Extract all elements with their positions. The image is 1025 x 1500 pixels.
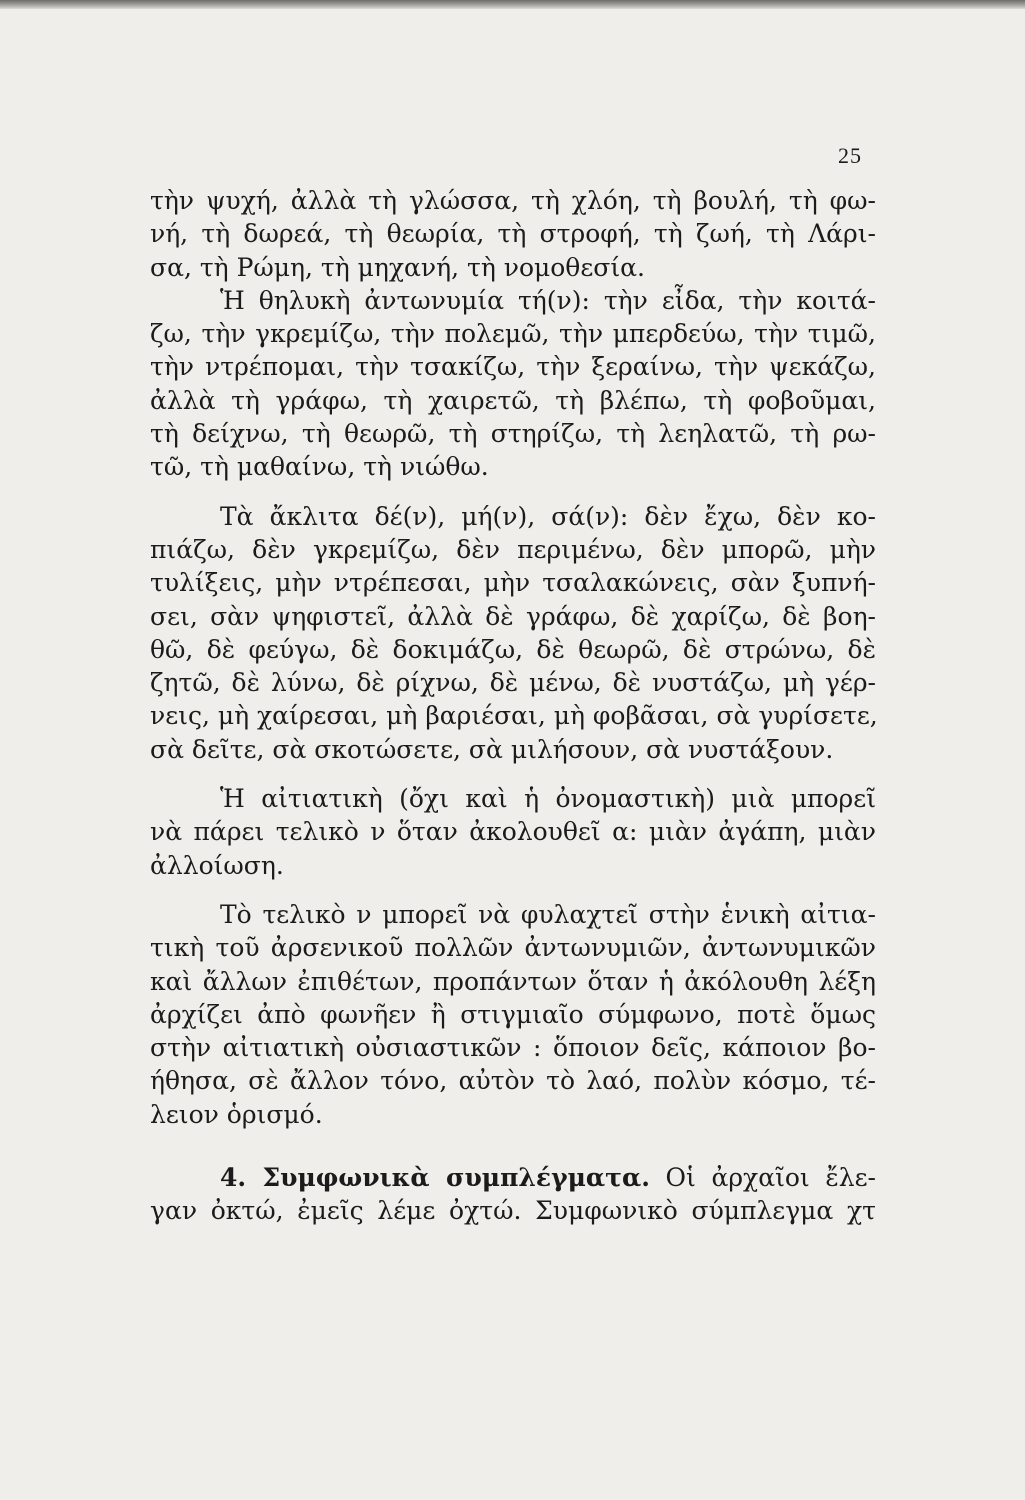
- section-text: Οἱ ἀρχαῖοι ἔλε-: [665, 1163, 877, 1193]
- paragraph-5: [150, 898, 876, 1131]
- text-line: ἀλλὰ τὴ γράφω, τὴ χαιρετῶ, τὴ βλέπω, τὴ φοβοῦμαι,: [150, 385, 876, 415]
- text-line: σει, σὰν ψηφιστεῖ, ἀλλὰ δὲ γράφω, δὲ χαρίζω, δὲ βοη-: [150, 601, 876, 631]
- text-line: Ἡ θηλυκὴ ἀντωνυμία τή(ν): τὴν εἶδα, τὴν κοιτά-: [220, 285, 876, 315]
- text-line: καὶ ἄλλων ἐπιθέτων, προπάντων ὅταν ἡ ἀκόλουθη λέξη: [150, 966, 876, 996]
- text-line: σα, τὴ Ρώμη, τὴ μηχανή, τὴ νομοθεσία.: [150, 252, 646, 282]
- body-text: [150, 184, 876, 1228]
- text-line: λειον ὁρισμό.: [150, 1099, 323, 1129]
- section-gap: [150, 1131, 876, 1161]
- text-line: στὴν αἰτιατικὴ οὐσιαστικῶν : ὅποιον δεῖς, κάποιον βο-: [150, 1033, 876, 1063]
- section-4: [150, 1161, 876, 1228]
- paragraph-1: [150, 184, 876, 284]
- text-line: τῶ, τὴ μαθαίνω, τὴ νιώθω.: [150, 452, 489, 482]
- text-line: ἀλλοίωση.: [150, 850, 284, 880]
- page-top-edge: [0, 0, 1025, 9]
- text-line: ἀρχίζει ἀπὸ φωνῆεν ἢ στιγμιαῖο σύμφωνο, ποτὲ ὅμως: [150, 999, 876, 1029]
- text-line: Ἡ αἰτιατικὴ (ὄχι καὶ ἡ ὀνομαστικὴ) μιὰ μπορεῖ: [220, 784, 876, 814]
- text-line: νή, τὴ δωρεά, τὴ θεωρία, τὴ στροφή, τὴ ζωή, τὴ Λάρι-: [150, 219, 876, 249]
- text-line: νεις, μὴ χαίρεσαι, μὴ βαριέσαι, μὴ φοβᾶσαι, σὰ γυρίσετε,: [150, 701, 878, 731]
- page-number: 25: [838, 143, 862, 168]
- text-line: Τὸ τελικὸ ν μπορεῖ νὰ φυλαχτεῖ στὴν ἑνικὴ αἰτια-: [220, 899, 876, 929]
- text-line: τὴ δείχνω, τὴ θεωρῶ, τὴ στηρίζω, τὴ λεηλατῶ, τὴ ρω-: [150, 419, 876, 449]
- text-line: τὴν ψυχή, ἀλλὰ τὴ γλώσσα, τὴ χλόη, τὴ βουλή, τὴ φω-: [150, 186, 876, 215]
- text-line: πιάζω, δὲν γκρεμίζω, δὲν περιμένω, δὲν μπορῶ, μὴν: [150, 534, 876, 564]
- text-line: τὴν ντρέπομαι, τὴν τσακίζω, τὴν ξεραίνω, τὴν ψεκάζω,: [150, 352, 876, 382]
- text-line: ζω, τὴν γκρεμίζω, τὴν πολεμῶ, τὴν μπερδεύω, τὴν τιμῶ,: [150, 319, 876, 349]
- paragraph-gap: [150, 882, 876, 898]
- text-line: θῶ, δὲ φεύγω, δὲ δοκιμάζω, δὲ θεωρῶ, δὲ στρώνω, δὲ: [150, 634, 876, 664]
- paragraph-gap: [150, 484, 876, 500]
- paragraph-gap: [150, 766, 876, 782]
- paragraph-4: [150, 782, 876, 882]
- paragraph-3: [150, 500, 876, 766]
- paragraph-2: [150, 284, 876, 484]
- text-line: Τὰ ἄκλιτα δέ(ν), μή(ν), σά(ν): δὲν ἔχω, δὲν κο-: [220, 501, 876, 531]
- text-line: ζητῶ, δὲ λύνω, δὲ ρίχνω, δὲ μένω, δὲ νυστάζω, μὴ γέρ-: [150, 668, 876, 698]
- section-first-line: [150, 1161, 876, 1194]
- text-line: νὰ πάρει τελικὸ ν ὅταν ἀκολουθεῖ α: μιὰν ἀγάπη, μιὰν: [150, 817, 876, 847]
- section-heading: 4. Συμφωνικὰ συμπλέγματα.: [220, 1163, 650, 1193]
- text-line: σὰ δεῖτε, σὰ σκοτώσετε, σὰ μιλήσουν, σὰ νυστάξουν.: [150, 734, 834, 764]
- text-line: τυλίξεις, μὴν ντρέπεσαι, μὴν τσαλακώνεις, σὰν ξυπνή-: [150, 568, 876, 598]
- text-line: ήθησα, σὲ ἄλλον τόνο, αὐτὸν τὸ λαό, πολὺν κόσμο, τέ-: [150, 1066, 876, 1096]
- text-line: τικὴ τοῦ ἀρσενικοῦ πολλῶν ἀντωνυμιῶν, ἀντωνυμικῶν: [150, 933, 876, 963]
- text-line: γαν ὀκτώ, ἐμεῖς λέμε ὀχτώ. Συμφωνικὸ σύμπλεγμα χτ: [150, 1196, 876, 1226]
